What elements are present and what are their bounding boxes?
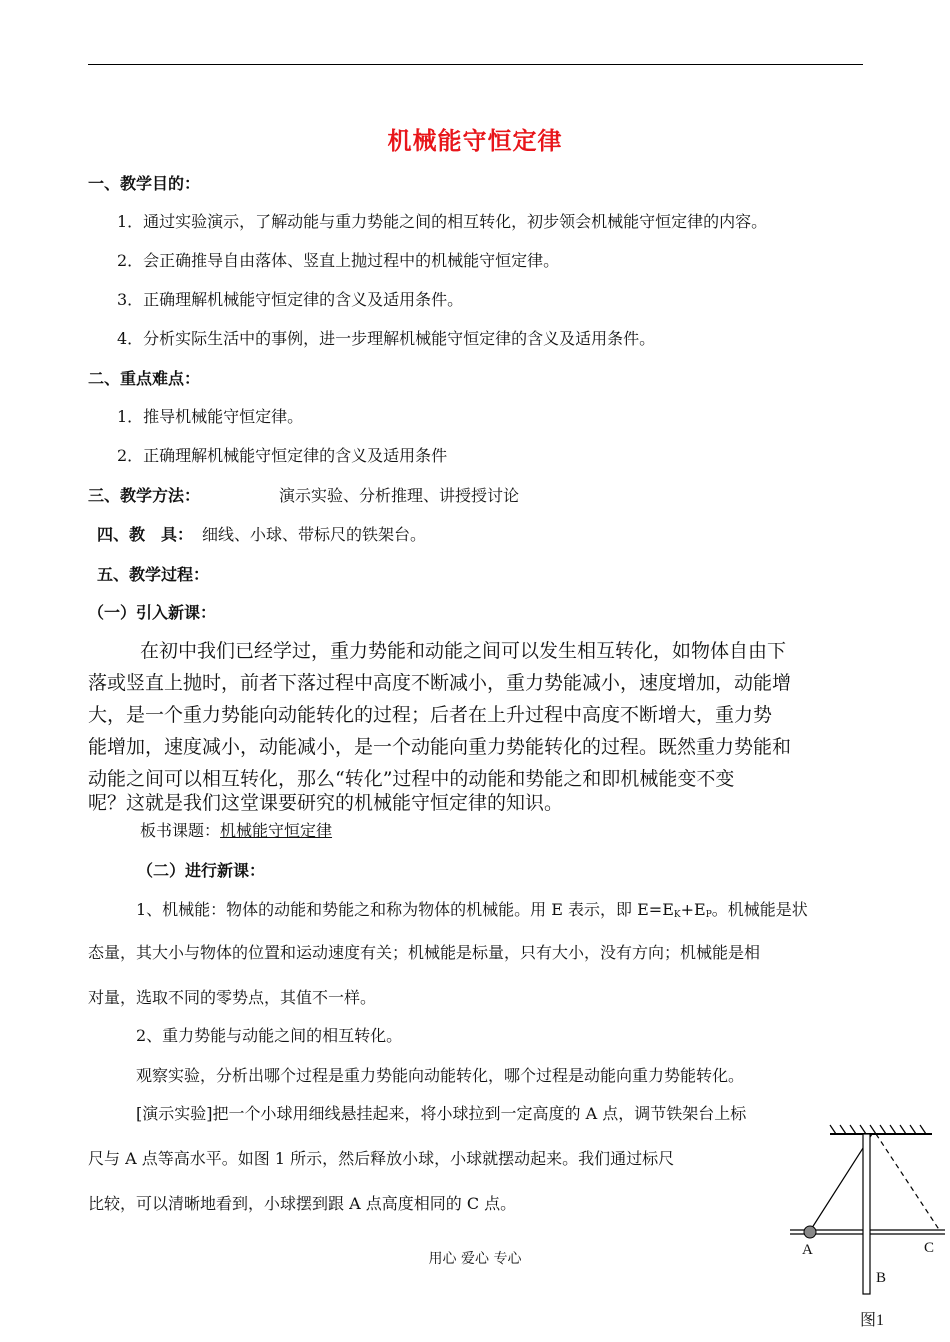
s1-item-4: 4．分析实际生活中的事例，进一步理解机械能守恒定律的含义及适用条件。 — [117, 329, 656, 348]
subsection-1-heading: （一）引入新课： — [88, 603, 217, 622]
intro-line-4: 能增加，速度减小，动能减小，是一个动能向重力势能转化的过程。既然重力势能和 — [88, 736, 792, 758]
pendulum-string-dashed — [876, 1134, 940, 1231]
section-5-heading: 五、教学过程： — [97, 565, 210, 584]
intro-line-5: 动能之间可以相互转化，那么“转化”过程中的动能和势能之和即机械能变不变 — [88, 768, 735, 790]
section-4-heading: 四、教 具： — [97, 525, 194, 544]
subscript-p: P — [705, 910, 712, 920]
section-1-heading: 一、教学目的： — [88, 174, 201, 193]
page-footer: 用心 爱心 专心 — [428, 1251, 522, 1267]
section-3-text: 演示实验、分析推理、讲授授讨论 — [279, 486, 520, 505]
board-topic — [140, 818, 332, 841]
s1-item-3: 3．正确理解机械能守恒定律的含义及适用条件。 — [117, 290, 464, 309]
pendulum-diagram — [780, 1122, 950, 1337]
figure-label-a: A — [802, 1242, 813, 1258]
intro-line-2: 落或竖直上抛时，前者下落过程中高度不断减小，重力势能减小，速度增加，动能增 — [88, 672, 792, 694]
demo-line-3: 比较，可以清晰地看到，小球摆到跟 A 点高度相同的 C 点。 — [88, 1194, 517, 1213]
board-topic-title: 机械能守恒定律 — [220, 821, 333, 840]
figure-label-c: C — [924, 1240, 935, 1256]
intro-line-6: 呢？这就是我们这堂课要研究的机械能守恒定律的知识。 — [88, 792, 564, 814]
definition-text-b: 。机械能是状 — [711, 900, 808, 919]
definition-line-3: 对量，选取不同的零势点，其值不一样。 — [88, 988, 377, 1007]
pendulum-ball — [804, 1226, 816, 1238]
section-4-text: 细线、小球、带标尺的铁架台。 — [202, 525, 427, 544]
section-3-heading: 三、教学方法： — [88, 486, 201, 505]
s2-item-2: 2．正确理解机械能守恒定律的含义及适用条件 — [117, 446, 448, 465]
demo-line-2: 尺与 A 点等高水平。如图 1 所示，然后释放小球，小球就摆动起来。我们通过标尺 — [88, 1149, 675, 1168]
definition-line-2: 态量，其大小与物体的位置和运动速度有关；机械能是标量，只有大小，没有方向；机械能是相 — [88, 943, 761, 962]
s1-item-1: 1．通过实验演示，了解动能与重力势能之间的相互转化，初步领会机械能守恒定律的内容。 — [117, 212, 768, 231]
stand-post — [863, 1134, 870, 1294]
section-2-heading: 二、重点难点： — [88, 369, 201, 388]
subsection-2-heading: （二）进行新课： — [137, 861, 266, 880]
observe-text: 观察实验，分析出哪个过程是重力势能向动能转化，哪个过程是动能向重力势能转化。 — [136, 1066, 745, 1085]
figure-caption: 图1 — [860, 1312, 885, 1329]
definition-plus: +E — [680, 900, 706, 919]
page-title: 机械能守恒定律 — [387, 126, 563, 155]
intro-line-3: 大，是一个重力势能向动能转化的过程；后者在上升过程中高度不断增大，重力势 — [88, 704, 773, 726]
s2-item-1: 1．推导机械能守恒定律。 — [117, 407, 304, 426]
header-rule — [88, 64, 863, 65]
item-2-heading: 2、重力势能与动能之间的相互转化。 — [136, 1026, 403, 1045]
ceiling-hatching — [830, 1125, 926, 1134]
s1-item-2: 2．会正确推导自由落体、竖直上抛过程中的机械能守恒定律。 — [117, 251, 560, 270]
board-topic-label: 板书课题： — [140, 821, 221, 840]
definition-line-1 — [136, 897, 808, 920]
intro-line-1: 在初中我们已经学过，重力势能和动能之间可以发生相互转化，如物体自由下 — [140, 640, 787, 662]
figure-label-b: B — [876, 1270, 887, 1286]
definition-text-a: 1、机械能：物体的动能和势能之和称为物体的机械能。用 E 表示，即 E=E — [136, 900, 674, 919]
demo-line-1: [演示实验]把一个小球用细线悬挂起来，将小球拉到一定高度的 A 点，调节铁架台上标 — [136, 1104, 747, 1123]
pendulum-figure — [780, 1122, 950, 1341]
subscript-k: K — [673, 910, 681, 920]
